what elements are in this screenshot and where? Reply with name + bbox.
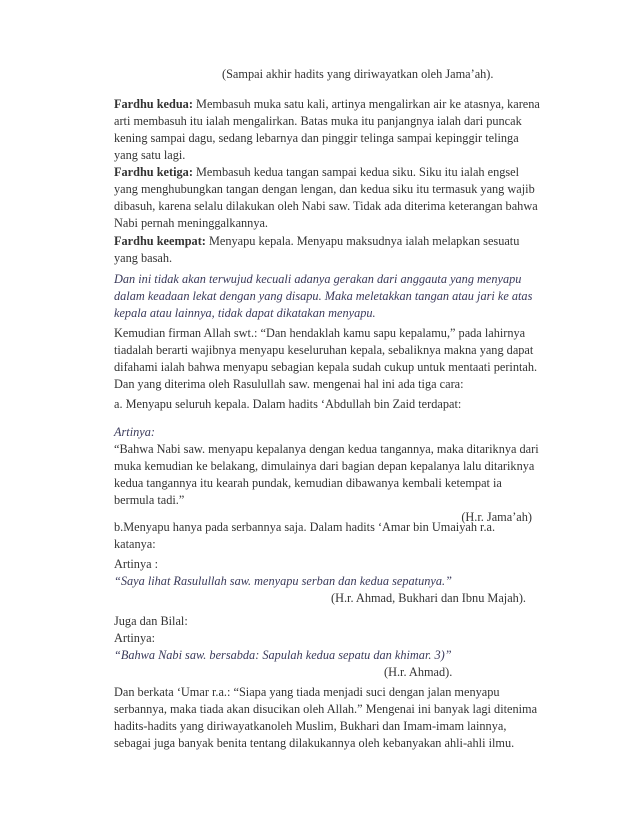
fardhu-ketiga-heading: Fardhu ketiga: — [114, 165, 193, 179]
text-line: serbannya, maka tiada akan disucikan oleh Allah.” Mengenai ini banyak lagi ditenima — [114, 702, 538, 716]
text-line: hadits-hadits yang diriwayatkanoleh Muslim, Bukhari dan Imam-imam lainnya, — [114, 719, 507, 733]
text-line: bermula tadi.” — [114, 493, 185, 507]
note-line: (Sampai akhir hadits yang diriwayatkan oleh Jama’ah). — [222, 67, 494, 81]
hadith-quote-bilal — [114, 613, 544, 681]
paragraph-firman-allah — [114, 325, 544, 393]
hadith-quote-a — [114, 424, 544, 526]
intro-line: Juga dan Bilal: — [114, 614, 188, 628]
hadith-source: (H.r. Ahmad). — [384, 665, 453, 679]
text-line: Nabi pernah meninggalkannya. — [114, 216, 268, 230]
text-line: a. Menyapu seluruh kepala. Dalam hadits ‘Abdullah bin Zaid terdapat: — [114, 397, 462, 411]
paragraph-fardhu-ketiga — [114, 164, 544, 232]
text-line: b.Menyapu hanya pada serbannya saja. Dalam hadits ‘Amar bin Umaiyah r.a. — [114, 520, 496, 534]
text-line: dibasuh, karena selalu dilakukan oleh Nabi saw. Tidak ada diterima keterangan bahwa — [114, 199, 538, 213]
hadith-source: (H.r. Ahmad, Bukhari dan Ibnu Majah). — [331, 591, 527, 605]
text-line: Kemudian firman Allah swt.: “Dan hendaklah kamu sapu kepalamu,” pada lahirnya — [114, 326, 526, 340]
text-line: Membasuh kedua tangan sampai kedua siku. Siku itu ialah engsel — [192, 165, 520, 179]
quote-line: “Bahwa Nabi saw. bersabda: Sapulah kedua sepatu dan khimar. 3)” — [114, 648, 452, 662]
text-line: katanya: — [114, 537, 156, 551]
text-line: kening sampai dagu, sedang lebarnya dan pinggir telinga sampai kepinggir telinga — [114, 131, 519, 145]
text-line: arti membasuh itu ialah mengalirkan. Batas muka itu panjangnya ialah dari puncak — [114, 114, 522, 128]
artinya-label: Artinya : — [114, 557, 159, 571]
quote-line: “Saya lihat Rasulullah saw. menyapu serban dan kedua sepatunya.” — [114, 574, 452, 588]
text-line: yang basah. — [114, 251, 173, 265]
point-b — [114, 519, 544, 553]
text-line: dalam keadaan lekat dengan yang disapu. Maka meletakkan tangan atau jari ke atas — [114, 289, 533, 303]
paragraph-fardhu-keempat — [114, 233, 544, 267]
text-line: muka kemudian ke belakang, dimulainya dari bagian depan kepalanya lalu ditariknya — [114, 459, 535, 473]
hadith-closing-note — [114, 66, 544, 83]
paragraph-umar — [114, 684, 544, 752]
fardhu-keempat-heading: Fardhu keempat: — [114, 234, 206, 248]
text-line: tiadalah berarti wajibnya menyapu keseluruhan kepala, sebaliknya makna yang dapat — [114, 343, 534, 357]
text-line: “Bahwa Nabi saw. menyapu kepalanya dengan kedua tangannya, maka ditariknya dari — [114, 442, 539, 456]
italic-explanation — [114, 271, 544, 322]
artinya-label: Artinya: — [114, 631, 155, 645]
point-a — [114, 396, 544, 413]
hadith-source: (H.r. Jama’ah) — [461, 510, 532, 524]
fardhu-kedua-heading: Fardhu kedua: — [114, 97, 193, 111]
text-line: yang menghubungkan tangan dengan lengan, dan kedua siku itu termasuk yang wajib — [114, 182, 535, 196]
text-line: sebagai juga banyak benita tentang dilakukannya oleh kebanyakan ahli-ahli ilmu. — [114, 736, 515, 750]
text-line: difahami ialah bahwa menyapu sebagian kepala sudah cukup untuk mentaati perintah. — [114, 360, 538, 374]
artinya-label: Artinya: — [114, 425, 155, 439]
text-line: yang satu lagi. — [114, 148, 186, 162]
paragraph-fardhu-kedua — [114, 96, 544, 164]
text-line: kedua tangannya itu kearah pundak, kemudian dibawanya kembali ketempat ia — [114, 476, 502, 490]
text-line: Dan ini tidak akan terwujud kecuali adanya gerakan dari anggauta yang menyapu — [114, 272, 522, 286]
text-line: Membasuh muka satu kali, artinya mengalirkan air ke atasnya, karena — [192, 97, 540, 111]
text-line: kepala atau lainnya, tidak dapat dikatakan menyapu. — [114, 306, 376, 320]
text-line: Menyapu kepala. Menyapu maksudnya ialah melapkan sesuatu — [205, 234, 520, 248]
text-line: Dan berkata ‘Umar r.a.: “Siapa yang tiada menjadi suci dengan jalan menyapu — [114, 685, 500, 699]
hadith-quote-b — [114, 556, 544, 607]
text-line: Dan yang diterima oleh Rasulullah saw. mengenai hal ini ada tiga cara: — [114, 377, 464, 391]
